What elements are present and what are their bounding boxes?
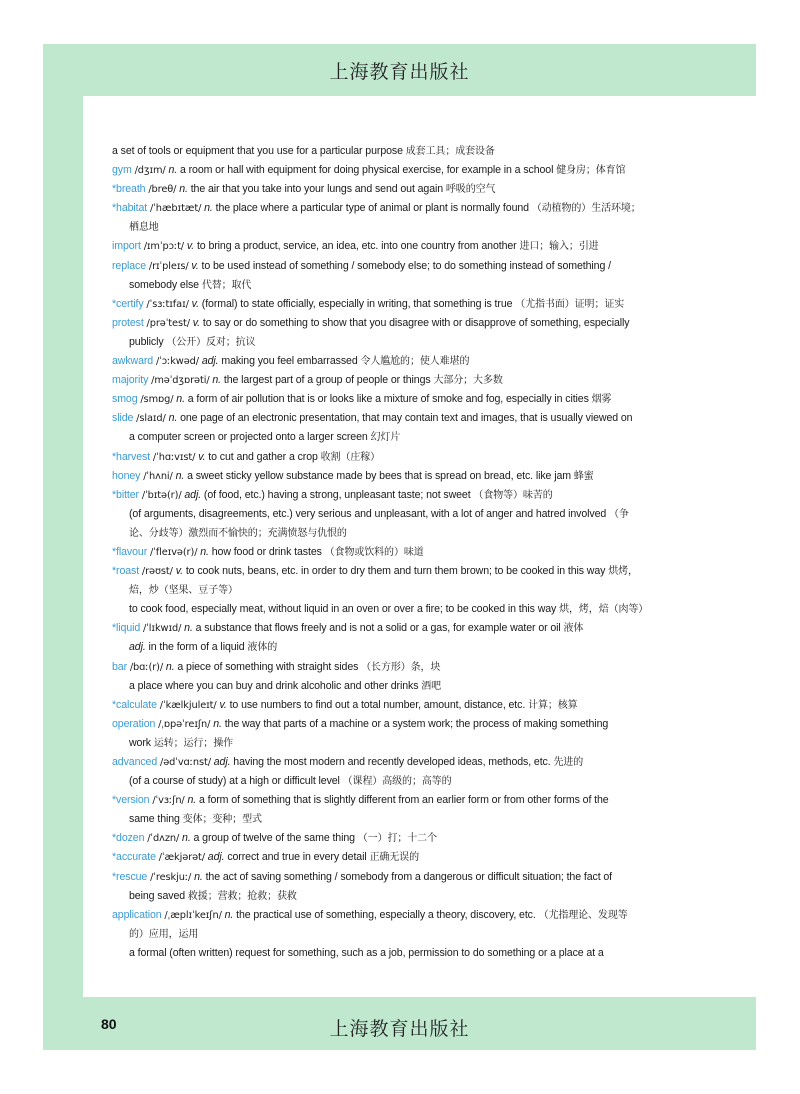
definition: a formal (often written) request for something, such as a job, permission to do something or a place at a <box>129 946 604 959</box>
entry-line <box>112 390 682 409</box>
entry-line <box>112 409 682 428</box>
chinese-translation: 运转；运行；操作 <box>153 737 234 749</box>
chinese-translation: 论、分歧等）激烈而不愉快的；充满愤怒与仇恨的 <box>129 527 347 539</box>
headword: *breath <box>112 183 146 196</box>
chinese-translation: 健身房；体育馆 <box>556 165 626 177</box>
chinese-translation: 液体的 <box>247 642 278 654</box>
chinese-translation: 酒吧 <box>421 680 442 692</box>
definition: how food or drink tastes <box>211 545 322 558</box>
entry-line <box>112 161 682 180</box>
entry-continuation-line <box>112 524 682 543</box>
entry-continuation-line <box>112 944 682 963</box>
entry-continuation-line <box>112 505 682 524</box>
chinese-translation: 幻灯片 <box>370 432 401 444</box>
chinese-translation: 变体；变种；型式 <box>182 814 262 826</box>
definition: a room or hall with equipment for doing physical exercise, for example in a school <box>179 164 554 177</box>
definition: the act of saving something / somebody from a dangerous or difficult situation; the fact of <box>205 870 613 883</box>
chinese-translation: （动植物的）生活环境； <box>531 203 641 215</box>
part-of-speech: n. <box>182 832 191 845</box>
definition: work <box>129 736 151 749</box>
vocabulary-list <box>112 142 682 963</box>
phonetic: /ˈækjərət/ <box>158 852 205 864</box>
entry-line <box>112 848 682 867</box>
entry-continuation-line <box>112 600 682 619</box>
phonetic: /rəʊst/ <box>141 566 173 578</box>
part-of-speech: n. <box>213 717 222 730</box>
part-of-speech: n. <box>224 908 234 921</box>
headword: advanced <box>112 756 158 768</box>
definition: the way that parts of a machine or a system work; the process of making something <box>224 717 609 730</box>
part-of-speech: adj. <box>184 488 202 501</box>
entry-continuation-line <box>112 638 682 657</box>
entry-line <box>112 562 682 581</box>
phonetic: /ˈɔːkwəd/ <box>155 356 199 368</box>
definition: (of arguments, disagreements, etc.) very serious and unpleasant, with a lot of anger and hatred involved <box>129 507 607 520</box>
headword: slide <box>112 412 134 425</box>
headword: protest <box>112 316 144 329</box>
definition: (of food, etc.) having a strong, unpleasant taste; not sweet <box>203 488 471 501</box>
entry-line <box>112 371 682 390</box>
chinese-translation: （食物或饮料的）味道 <box>324 546 424 558</box>
chinese-translation: 救援；营救；抢救；获救 <box>187 890 297 902</box>
part-of-speech: v. <box>219 698 227 711</box>
chinese-translation: 大部分；大多数 <box>433 375 503 387</box>
part-of-speech: n. <box>175 469 185 482</box>
headword: smog <box>112 393 138 406</box>
headword: *harvest <box>112 450 151 463</box>
headword: import <box>112 240 141 253</box>
headword: *version <box>112 794 150 807</box>
entry-continuation-line <box>112 887 682 906</box>
entry-continuation-line <box>112 218 682 237</box>
headword: gym <box>112 164 132 177</box>
entry-line <box>112 791 682 810</box>
definition: publicly <box>129 335 164 348</box>
entry-line <box>112 180 682 199</box>
part-of-speech: v. <box>191 259 199 272</box>
headword: application <box>112 908 162 921</box>
definition: to be used instead of something / somebody else; to do something instead of something / <box>201 259 611 272</box>
part-of-speech: n. <box>187 794 197 807</box>
definition: (formal) to state officially, especially in writing, that something is true <box>201 297 513 310</box>
entry-line <box>112 448 682 467</box>
chinese-translation: （一）打；十二个 <box>357 833 437 845</box>
definition: to use numbers to find out a total number, amount, distance, etc. <box>229 698 526 711</box>
definition: the place where a particular type of animal or plant is normally found <box>215 202 529 215</box>
definition: a place where you can buy and drink alcoholic and other drinks <box>129 679 419 692</box>
chinese-translation: 蜂蜜 <box>573 470 594 482</box>
entry-line <box>112 314 682 333</box>
entry-continuation-line <box>112 276 682 295</box>
chinese-translation: （争 <box>609 508 629 520</box>
headword: *roast <box>112 565 140 578</box>
entry-line <box>112 295 682 314</box>
chinese-translation: 正确无误的 <box>369 852 419 864</box>
phonetic: /bɑː(r)/ <box>129 661 164 673</box>
chinese-translation: 进口；输入；引进 <box>519 241 599 253</box>
part-of-speech: adj. <box>129 641 146 654</box>
chinese-translation: 液体 <box>563 623 584 635</box>
entry-line <box>112 543 682 562</box>
definition: a form of something that is slightly different from an earlier form or from other forms of the <box>198 794 609 807</box>
definition: a piece of something with straight sides <box>177 660 359 673</box>
part-of-speech: n. <box>184 622 193 635</box>
chinese-translation: 令人尴尬的；使人难堪的 <box>360 356 470 368</box>
chinese-translation: 的）应用，运用 <box>129 928 199 940</box>
entry-line <box>112 829 682 848</box>
headword: *accurate <box>112 851 156 864</box>
chinese-translation: 先进的 <box>553 757 584 768</box>
headword: awkward <box>112 355 154 368</box>
chinese-translation: 栖息地 <box>129 222 159 234</box>
entry-continuation-line <box>112 428 682 447</box>
entry-line <box>112 237 682 256</box>
chinese-translation: 烘烤， <box>608 566 638 578</box>
entry-continuation-line <box>112 772 682 791</box>
phonetic: /məˈdʒɒrəti/ <box>151 375 210 387</box>
part-of-speech: n. <box>176 393 185 406</box>
phonetic: /dʒɪm/ <box>134 165 166 177</box>
phonetic: /ˈfleɪvə(r)/ <box>149 546 198 558</box>
chinese-translation: （尤指理论、发现等 <box>538 909 628 921</box>
definition: a substance that flows freely and is not a solid or a gas, for example water or oil <box>195 622 561 635</box>
phonetic: /slaɪd/ <box>136 413 166 425</box>
definition: the air that you take into your lungs and send out again <box>190 183 444 196</box>
chinese-translation: （尤指书面）证明；证实 <box>515 298 625 310</box>
definition: making you feel embarrassed <box>221 355 358 368</box>
headword: honey <box>112 469 141 482</box>
entry-continuation-line <box>112 142 682 161</box>
definition: same thing <box>129 813 180 826</box>
phonetic: /ˈsɜːtɪfaɪ/ <box>146 298 189 310</box>
headword: *bitter <box>112 488 139 501</box>
entry-line <box>112 467 682 486</box>
definition: a sweet sticky yellow substance made by bees that is spread on bread, etc. like jam <box>187 469 571 482</box>
phonetic: /rɪˈpleɪs/ <box>148 260 189 272</box>
part-of-speech: v. <box>175 565 183 578</box>
part-of-speech: n. <box>168 412 178 425</box>
definition: to cook food, especially meat, without liquid in an oven or over a fire; to be cooked in this way <box>129 603 557 616</box>
chinese-translation: （食物等）味苦的 <box>473 489 553 501</box>
phonetic: /ɪmˈpɔːt/ <box>143 241 185 253</box>
chinese-translation: （长方形）条，块 <box>361 661 441 673</box>
phonetic: /ˈreskjuː/ <box>150 871 192 883</box>
chinese-translation: 代替；取代 <box>201 279 252 291</box>
definition: to bring a product, service, an idea, etc. into one country from another <box>196 240 517 253</box>
entry-continuation-line <box>112 925 682 944</box>
definition: having the most modern and recently developed ideas, methods, etc. <box>233 756 551 768</box>
definition: a group of twelve of the same thing <box>193 832 355 845</box>
part-of-speech: n. <box>165 660 175 673</box>
definition: the largest part of a group of people or things <box>223 374 431 387</box>
entry-line <box>112 753 682 772</box>
part-of-speech: v. <box>186 240 195 253</box>
headword: operation <box>112 717 156 730</box>
part-of-speech: n. <box>168 164 178 177</box>
headword: *dozen <box>112 832 145 845</box>
headword: majority <box>112 374 149 387</box>
headword: bar <box>112 660 128 673</box>
part-of-speech: v. <box>198 450 206 463</box>
definition: a computer screen or projected onto a larger screen <box>129 431 368 444</box>
definition: being saved <box>129 889 186 902</box>
part-of-speech: adj. <box>207 851 225 864</box>
definition: to cut and gather a crop <box>208 450 318 463</box>
entry-line <box>112 868 682 887</box>
headword: replace <box>112 259 147 272</box>
phonetic: /ˈlɪkwɪd/ <box>143 623 182 635</box>
chinese-translation: 呼吸的空气 <box>445 184 496 196</box>
chinese-translation: 烟雾 <box>591 394 612 406</box>
phonetic: /ˈhæbɪtæt/ <box>149 203 202 215</box>
phonetic: /ˈhɑːvɪst/ <box>152 451 196 463</box>
definition: a set of tools or equipment that you use for a particular purpose <box>112 145 403 157</box>
header-publisher-title: 上海教育出版社 <box>329 61 470 83</box>
entry-line <box>112 486 682 505</box>
part-of-speech: v. <box>192 316 201 329</box>
definition: to say or do something to show that you disagree with or disapprove of something, especially <box>202 316 630 329</box>
entry-continuation-line <box>112 581 682 600</box>
definition: the practical use of something, especially a theory, discovery, etc. <box>236 908 536 921</box>
definition: in the form of a liquid <box>148 641 245 654</box>
entry-continuation-line <box>112 810 682 829</box>
part-of-speech: n. <box>194 870 203 883</box>
part-of-speech: n. <box>200 545 209 558</box>
headword: *certify <box>112 297 144 310</box>
headword: *flavour <box>112 545 148 558</box>
phonetic: /ədˈvɑːnst/ <box>160 757 211 768</box>
definition: one page of an electronic presentation, that may contain text and images, that is usually viewed on <box>180 412 633 425</box>
entry-line <box>112 696 682 715</box>
phonetic: /breθ/ <box>148 184 177 196</box>
headword: *habitat <box>112 202 148 215</box>
part-of-speech: n. <box>204 202 213 215</box>
headword: *liquid <box>112 622 141 635</box>
definition: correct and true in every detail <box>227 851 367 864</box>
entry-line <box>112 715 682 734</box>
chinese-translation: （公开）反对；抗议 <box>166 336 256 348</box>
entry-line <box>112 658 682 677</box>
phonetic: /ˈhʌni/ <box>143 470 173 482</box>
entry-line <box>112 352 682 371</box>
phonetic: /prəˈtest/ <box>146 317 190 329</box>
part-of-speech: n. <box>179 183 188 196</box>
chinese-translation: 收割（庄稼） <box>320 451 381 463</box>
part-of-speech: adj. <box>213 756 231 768</box>
entry-line <box>112 619 682 638</box>
definition: somebody else <box>129 278 199 291</box>
chinese-translation: （课程）高级的；高等的 <box>342 776 452 788</box>
entry-continuation-line <box>112 333 682 352</box>
footer-publisher-title: 上海教育出版社 <box>329 1018 470 1040</box>
entry-line <box>112 906 682 925</box>
headword: *rescue <box>112 870 148 883</box>
chinese-translation: 烘，烤，焙（肉等） <box>559 604 649 616</box>
phonetic: /ˈkælkjuleɪt/ <box>159 699 217 711</box>
phonetic: /smɒg/ <box>140 394 174 406</box>
definition: to cook nuts, beans, etc. in order to dry them and turn them brown; to be cooked in this way <box>185 565 606 578</box>
part-of-speech: v. <box>191 297 199 310</box>
entry-line <box>112 257 682 276</box>
chinese-translation: 计算；核算 <box>528 699 578 711</box>
chinese-translation: 焙，炒（坚果、豆子等） <box>129 585 238 597</box>
definition: a form of air pollution that is or looks like a mixture of smoke and fog, especially in cities <box>187 393 589 406</box>
phonetic: /ˈbɪtə(r)/ <box>141 489 182 501</box>
entry-continuation-line <box>112 734 682 753</box>
entry-line <box>112 199 682 218</box>
part-of-speech: adj. <box>201 355 219 368</box>
part-of-speech: n. <box>212 374 222 387</box>
chinese-translation: 成套工具；成套设备 <box>405 146 495 157</box>
page-number: 80 <box>101 1016 117 1032</box>
entry-continuation-line <box>112 677 682 696</box>
phonetic: /ˈdʌzn/ <box>147 833 180 845</box>
phonetic: /ˈvɜːʃn/ <box>152 795 185 807</box>
phonetic: /ˌɒpəˈreɪʃn/ <box>158 718 211 730</box>
definition: (of a course of study) at a high or difficult level <box>129 775 340 788</box>
phonetic: /ˌæplɪˈkeɪʃn/ <box>164 909 222 921</box>
headword: *calculate <box>112 698 157 711</box>
